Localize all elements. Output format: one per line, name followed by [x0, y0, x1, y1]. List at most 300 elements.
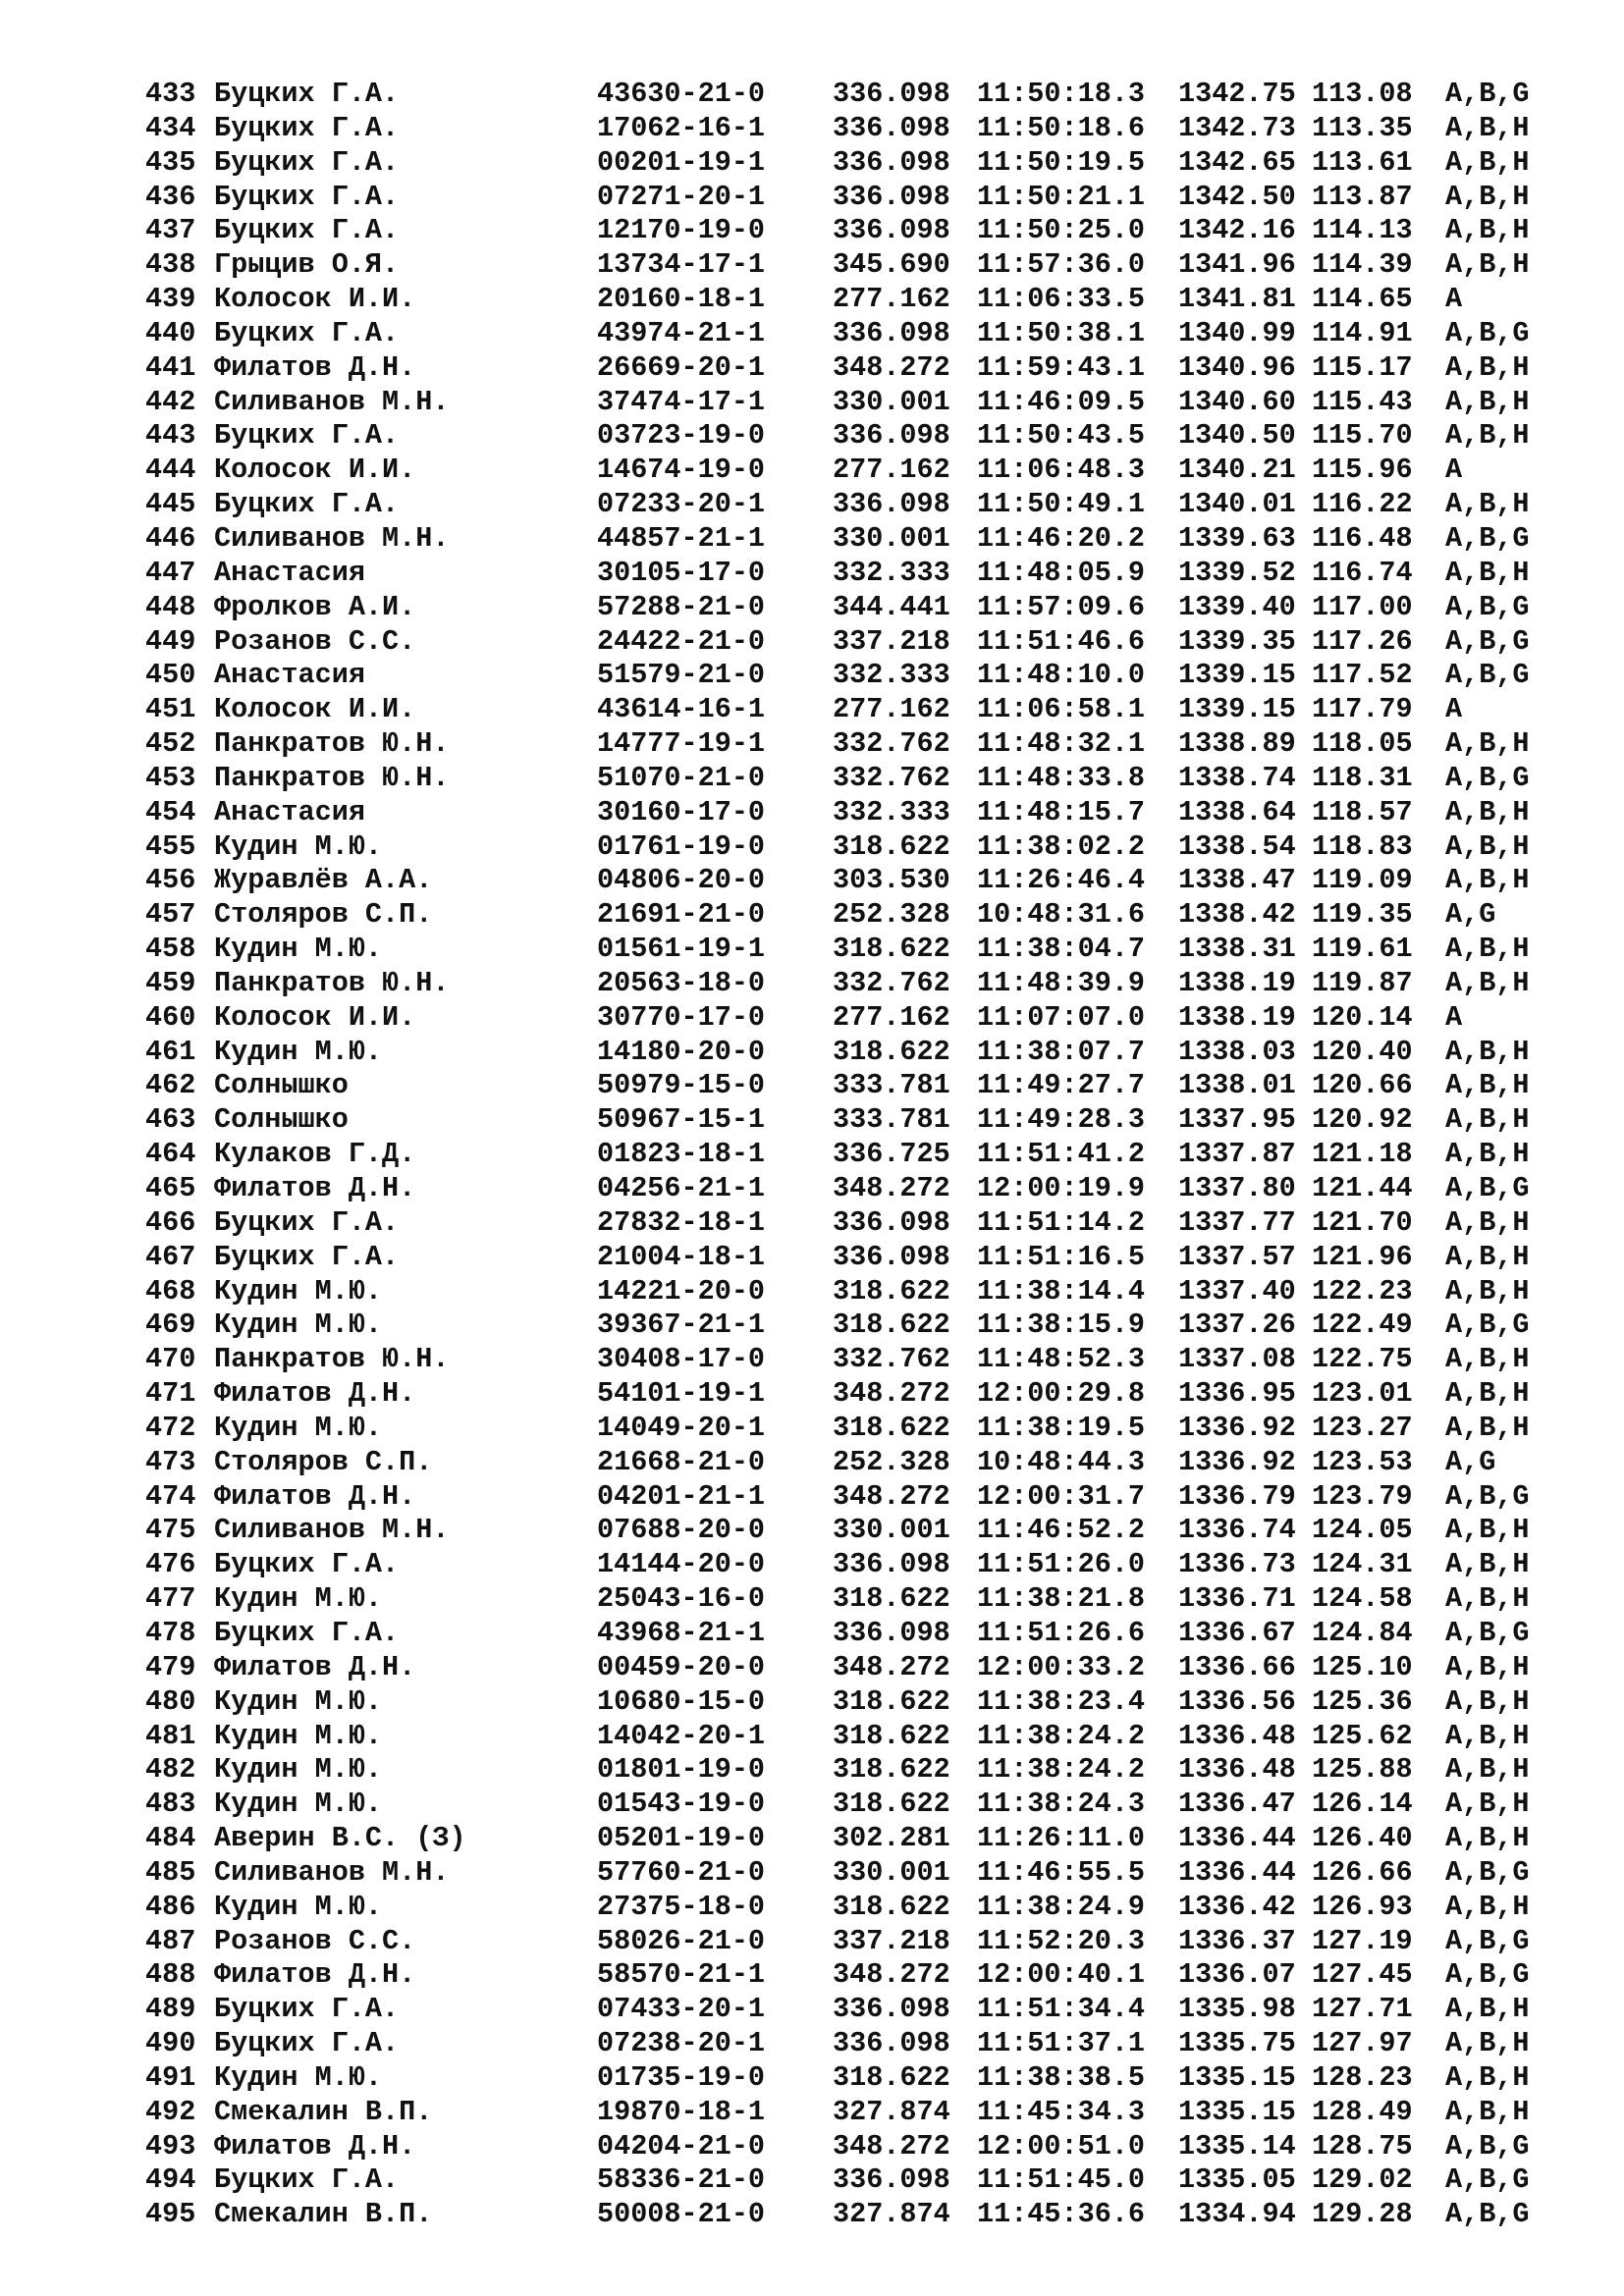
object-id: 57288-21-0 [597, 590, 766, 623]
observer-name: Буцких Г.А. [214, 180, 400, 213]
value: 348.272 [833, 350, 950, 384]
observer-name: Кудин М.Ю. [214, 1684, 383, 1718]
time: 11:48:10.0 [977, 659, 1146, 692]
object-id: 43630-21-0 [597, 78, 766, 110]
object-id: 12170-19-0 [597, 214, 766, 247]
altitude: 1336.92 [1178, 1445, 1296, 1478]
table-row [145, 181, 1559, 215]
object-id: 50979-15-0 [597, 1069, 766, 1102]
row-number: 452 [145, 727, 196, 761]
object-id: 27832-18-1 [597, 1205, 766, 1239]
row-number: 476 [145, 1548, 196, 1581]
observer-name: Столяров С.П. [214, 898, 433, 932]
azimuth: 120.92 [1312, 1103, 1413, 1137]
table-row [145, 1308, 1559, 1343]
value: 336.098 [833, 214, 950, 247]
table-row [145, 1514, 1559, 1548]
time: 11:45:34.3 [977, 2095, 1146, 2128]
object-id: 01561-19-1 [597, 933, 766, 966]
azimuth: 127.19 [1312, 1924, 1413, 1957]
azimuth: 116.22 [1312, 488, 1413, 521]
value: 327.874 [833, 2198, 950, 2231]
time: 11:38:38.5 [977, 2060, 1146, 2094]
azimuth: 115.70 [1312, 419, 1413, 453]
observer-name: Анастасия [214, 556, 365, 589]
altitude: 1335.05 [1178, 2163, 1296, 2197]
value: 302.281 [833, 1822, 950, 1855]
row-number: 453 [145, 761, 196, 794]
altitude: 1338.19 [1178, 1000, 1296, 1034]
altitude: 1337.26 [1178, 1308, 1296, 1342]
value: 336.098 [833, 316, 950, 349]
object-id: 01543-19-0 [597, 1788, 766, 1821]
class-flags: A,B,H [1445, 1411, 1530, 1444]
azimuth: 117.26 [1312, 624, 1413, 658]
table-row [145, 1822, 1559, 1856]
time: 11:57:36.0 [977, 248, 1146, 282]
time: 11:38:23.4 [977, 1684, 1146, 1718]
table-row [145, 1925, 1559, 1959]
class-flags: A,G [1445, 898, 1496, 932]
value: 333.781 [833, 1069, 950, 1102]
value: 344.441 [833, 590, 950, 623]
class-flags: A,B,G [1445, 1172, 1530, 1204]
azimuth: 114.91 [1312, 316, 1413, 349]
altitude: 1340.21 [1178, 454, 1296, 487]
class-flags: A,B,H [1445, 556, 1530, 589]
object-id: 10680-15-0 [597, 1684, 766, 1718]
value: 332.333 [833, 659, 950, 692]
time: 11:38:19.5 [977, 1411, 1146, 1444]
value: 332.762 [833, 761, 950, 794]
table-row [145, 78, 1559, 112]
observer-name: Буцких Г.А. [214, 145, 400, 179]
object-id: 14049-20-1 [597, 1411, 766, 1444]
time: 11:45:36.6 [977, 2198, 1146, 2231]
observer-name: Кудин М.Ю. [214, 1582, 383, 1616]
table-row [145, 1103, 1559, 1138]
row-number: 472 [145, 1411, 196, 1444]
value: 336.725 [833, 1138, 950, 1171]
observer-name: Кудин М.Ю. [214, 2060, 383, 2094]
azimuth: 129.02 [1312, 2163, 1413, 2197]
time: 11:48:32.1 [977, 727, 1146, 761]
observer-name: Силиванов М.Н. [214, 1855, 450, 1889]
row-number: 434 [145, 111, 196, 144]
azimuth: 113.08 [1312, 78, 1413, 110]
row-number: 471 [145, 1377, 196, 1411]
time: 11:50:21.1 [977, 180, 1146, 213]
object-id: 07433-20-1 [597, 1993, 766, 2026]
value: 337.218 [833, 1924, 950, 1957]
class-flags: A,B,H [1445, 419, 1530, 453]
object-id: 43614-16-1 [597, 693, 766, 726]
class-flags: A,G [1445, 1445, 1496, 1478]
class-flags: A,B,H [1445, 350, 1530, 384]
row-number: 444 [145, 454, 196, 487]
object-id: 05201-19-0 [597, 1822, 766, 1855]
azimuth: 125.10 [1312, 1650, 1413, 1683]
observer-name: Солнышко [214, 1103, 349, 1137]
table-row [145, 1069, 1559, 1103]
altitude: 1338.89 [1178, 727, 1296, 761]
class-flags: A,B,H [1445, 1548, 1530, 1581]
value: 277.162 [833, 454, 950, 487]
row-number: 479 [145, 1650, 196, 1683]
table-row [145, 898, 1559, 933]
altitude: 1342.73 [1178, 111, 1296, 144]
class-flags: A,B,G [1445, 624, 1530, 658]
value: 336.098 [833, 1993, 950, 2026]
altitude: 1339.15 [1178, 693, 1296, 726]
table-row [145, 1788, 1559, 1822]
observer-name: Колосок И.И. [214, 454, 416, 487]
table-row [145, 2198, 1559, 2232]
altitude: 1340.60 [1178, 385, 1296, 418]
row-number: 490 [145, 2027, 196, 2060]
class-flags: A,B,H [1445, 1377, 1530, 1411]
azimuth: 123.53 [1312, 1445, 1413, 1478]
table-row [145, 762, 1559, 796]
object-id: 51070-21-0 [597, 761, 766, 794]
class-flags: A,B,G [1445, 1616, 1530, 1649]
value: 277.162 [833, 693, 950, 726]
table-row [145, 1651, 1559, 1685]
row-number: 445 [145, 488, 196, 521]
row-number: 482 [145, 1753, 196, 1787]
time: 12:00:33.2 [977, 1650, 1146, 1683]
azimuth: 127.71 [1312, 1993, 1413, 2026]
row-number: 443 [145, 419, 196, 453]
observer-name: Фролков А.И. [214, 590, 416, 623]
observer-name: Кудин М.Ю. [214, 829, 383, 863]
row-number: 454 [145, 795, 196, 828]
observer-name: Солнышко [214, 1069, 349, 1102]
class-flags: A,B,H [1445, 1788, 1530, 1821]
altitude: 1336.92 [1178, 1411, 1296, 1444]
time: 11:46:09.5 [977, 385, 1146, 418]
observer-name: Розанов С.С. [214, 1924, 416, 1957]
altitude: 1336.47 [1178, 1788, 1296, 1821]
row-number: 487 [145, 1924, 196, 1957]
object-id: 43974-21-1 [597, 316, 766, 349]
observer-name: Анастасия [214, 659, 365, 692]
altitude: 1338.47 [1178, 864, 1296, 897]
azimuth: 120.66 [1312, 1069, 1413, 1102]
value: 277.162 [833, 1000, 950, 1034]
time: 11:46:20.2 [977, 521, 1146, 555]
row-number: 446 [145, 521, 196, 555]
class-flags: A,B,G [1445, 2163, 1530, 2197]
time: 12:00:51.0 [977, 2129, 1146, 2163]
row-number: 448 [145, 590, 196, 623]
object-id: 04201-21-1 [597, 1479, 766, 1513]
object-id: 03723-19-0 [597, 419, 766, 453]
value: 318.622 [833, 1308, 950, 1342]
altitude: 1338.54 [1178, 829, 1296, 863]
class-flags: A,B,G [1445, 1479, 1530, 1513]
class-flags: A,B,H [1445, 214, 1530, 247]
object-id: 30770-17-0 [597, 1000, 766, 1034]
azimuth: 115.43 [1312, 385, 1413, 418]
time: 11:50:19.5 [977, 145, 1146, 179]
value: 318.622 [833, 829, 950, 863]
time: 11:51:46.6 [977, 624, 1146, 658]
azimuth: 124.31 [1312, 1548, 1413, 1581]
table-row [145, 557, 1559, 591]
class-flags: A,B,H [1445, 1514, 1530, 1547]
value: 318.622 [833, 933, 950, 966]
altitude: 1341.81 [1178, 283, 1296, 316]
azimuth: 126.40 [1312, 1822, 1413, 1855]
observer-name: Кулаков Г.Д. [214, 1138, 416, 1171]
value: 336.098 [833, 2163, 950, 2197]
azimuth: 119.35 [1312, 898, 1413, 932]
object-id: 07238-20-1 [597, 2027, 766, 2060]
altitude: 1338.03 [1178, 1035, 1296, 1068]
observer-name: Буцких Г.А. [214, 488, 400, 521]
time: 11:51:45.0 [977, 2163, 1146, 2197]
object-id: 04256-21-1 [597, 1172, 766, 1204]
object-id: 26669-20-1 [597, 350, 766, 384]
table-row [145, 933, 1559, 967]
time: 11:50:18.3 [977, 78, 1146, 110]
time: 11:38:24.3 [977, 1788, 1146, 1821]
table-row [145, 248, 1559, 283]
observer-name: Филатов Д.Н. [214, 1958, 416, 1992]
object-id: 14221-20-0 [597, 1274, 766, 1308]
class-flags: A [1445, 693, 1463, 726]
altitude: 1337.87 [1178, 1138, 1296, 1171]
time: 11:38:24.9 [977, 1890, 1146, 1923]
observer-name: Филатов Д.Н. [214, 1479, 416, 1513]
table-row [145, 1480, 1559, 1515]
altitude: 1341.96 [1178, 248, 1296, 282]
table-row [145, 1241, 1559, 1275]
class-flags: A,B,H [1445, 145, 1530, 179]
row-number: 478 [145, 1616, 196, 1649]
object-id: 44857-21-1 [597, 521, 766, 555]
time: 11:38:24.2 [977, 1753, 1146, 1787]
table-row [145, 1891, 1559, 1925]
class-flags: A,B,H [1445, 248, 1530, 282]
time: 10:48:44.3 [977, 1445, 1146, 1478]
time: 11:51:26.0 [977, 1548, 1146, 1581]
row-number: 437 [145, 214, 196, 247]
observer-name: Буцких Г.А. [214, 2027, 400, 2060]
table-row [145, 1958, 1559, 1993]
time: 11:48:15.7 [977, 795, 1146, 828]
altitude: 1339.52 [1178, 556, 1296, 589]
time: 10:48:31.6 [977, 898, 1146, 932]
azimuth: 121.70 [1312, 1205, 1413, 1239]
table-row [145, 1343, 1559, 1377]
table-row [145, 727, 1559, 762]
row-number: 435 [145, 145, 196, 179]
azimuth: 117.52 [1312, 659, 1413, 692]
azimuth: 118.31 [1312, 761, 1413, 794]
observer-name: Панкратов Ю.Н. [214, 1343, 450, 1376]
object-id: 01735-19-0 [597, 2060, 766, 2094]
class-flags: A,B,G [1445, 1855, 1530, 1889]
row-number: 477 [145, 1582, 196, 1616]
object-id: 14042-20-1 [597, 1719, 766, 1752]
value: 348.272 [833, 1650, 950, 1683]
row-number: 494 [145, 2163, 196, 2197]
class-flags: A,B,G [1445, 590, 1530, 623]
row-number: 493 [145, 2129, 196, 2163]
time: 11:51:41.2 [977, 1138, 1146, 1171]
table-row [145, 1856, 1559, 1891]
value: 330.001 [833, 1855, 950, 1889]
table-row [145, 454, 1559, 488]
azimuth: 126.14 [1312, 1788, 1413, 1821]
class-flags: A,B,H [1445, 1138, 1530, 1171]
observer-name: Панкратов Ю.Н. [214, 727, 450, 761]
value: 330.001 [833, 521, 950, 555]
altitude: 1337.77 [1178, 1205, 1296, 1239]
time: 12:00:31.7 [977, 1479, 1146, 1513]
azimuth: 115.17 [1312, 350, 1413, 384]
azimuth: 121.18 [1312, 1138, 1413, 1171]
object-id: 58570-21-1 [597, 1958, 766, 1992]
observer-name: Буцких Г.А. [214, 2163, 400, 2197]
table-row [145, 419, 1559, 454]
time: 11:38:21.8 [977, 1582, 1146, 1616]
table-row [145, 1412, 1559, 1446]
table-row [145, 1377, 1559, 1412]
altitude: 1339.40 [1178, 590, 1296, 623]
class-flags: A,B,G [1445, 1924, 1530, 1957]
altitude: 1338.19 [1178, 966, 1296, 999]
table-row [145, 522, 1559, 557]
time: 11:26:46.4 [977, 864, 1146, 897]
row-number: 465 [145, 1172, 196, 1204]
object-id: 14674-19-0 [597, 454, 766, 487]
value: 332.762 [833, 727, 950, 761]
altitude: 1336.95 [1178, 1377, 1296, 1411]
observer-name: Кудин М.Ю. [214, 1719, 383, 1752]
row-number: 463 [145, 1103, 196, 1137]
observer-name: Аверин В.С. (З) [214, 1822, 466, 1855]
value: 336.098 [833, 488, 950, 521]
table-row [145, 625, 1559, 660]
altitude: 1337.57 [1178, 1240, 1296, 1273]
object-id: 21668-21-0 [597, 1445, 766, 1478]
row-number: 459 [145, 966, 196, 999]
azimuth: 124.84 [1312, 1616, 1413, 1649]
azimuth: 127.45 [1312, 1958, 1413, 1992]
object-id: 43968-21-1 [597, 1616, 766, 1649]
value: 252.328 [833, 1445, 950, 1478]
time: 11:48:33.8 [977, 761, 1146, 794]
table-row [145, 2061, 1559, 2096]
azimuth: 119.61 [1312, 933, 1413, 966]
altitude: 1339.35 [1178, 624, 1296, 658]
observer-name: Смекалин В.П. [214, 2198, 433, 2231]
row-number: 456 [145, 864, 196, 897]
class-flags: A,B,H [1445, 1343, 1530, 1376]
time: 11:59:43.1 [977, 350, 1146, 384]
observer-name: Силиванов М.Н. [214, 1514, 450, 1547]
table-row [145, 214, 1559, 248]
altitude: 1342.75 [1178, 78, 1296, 110]
time: 12:00:19.9 [977, 1172, 1146, 1204]
time: 11:06:58.1 [977, 693, 1146, 726]
altitude: 1336.44 [1178, 1855, 1296, 1889]
value: 318.622 [833, 1719, 950, 1752]
object-id: 27375-18-0 [597, 1890, 766, 1923]
value: 332.762 [833, 966, 950, 999]
altitude: 1342.65 [1178, 145, 1296, 179]
azimuth: 129.28 [1312, 2198, 1413, 2231]
row-number: 464 [145, 1138, 196, 1171]
azimuth: 120.40 [1312, 1035, 1413, 1068]
time: 11:51:34.4 [977, 1993, 1146, 2026]
value: 330.001 [833, 385, 950, 418]
azimuth: 118.57 [1312, 795, 1413, 828]
azimuth: 113.61 [1312, 145, 1413, 179]
observer-name: Панкратов Ю.Н. [214, 761, 450, 794]
class-flags: A,B,H [1445, 966, 1530, 999]
table-row [145, 1617, 1559, 1651]
class-flags: A,B,H [1445, 1890, 1530, 1923]
row-number: 469 [145, 1308, 196, 1342]
table-row [145, 386, 1559, 420]
azimuth: 117.00 [1312, 590, 1413, 623]
azimuth: 125.88 [1312, 1753, 1413, 1787]
class-flags: A,B,G [1445, 659, 1530, 692]
altitude: 1339.15 [1178, 659, 1296, 692]
azimuth: 127.97 [1312, 2027, 1413, 2060]
azimuth: 123.27 [1312, 1411, 1413, 1444]
value: 318.622 [833, 1684, 950, 1718]
row-number: 455 [145, 829, 196, 863]
observer-name: Кудин М.Ю. [214, 1308, 383, 1342]
time: 11:50:49.1 [977, 488, 1146, 521]
table-row [145, 2130, 1559, 2164]
table-row [145, 1993, 1559, 2027]
azimuth: 114.13 [1312, 214, 1413, 247]
altitude: 1340.96 [1178, 350, 1296, 384]
table-row [145, 2027, 1559, 2061]
table-row [145, 659, 1559, 693]
observer-name: Кудин М.Ю. [214, 1035, 383, 1068]
row-number: 450 [145, 659, 196, 692]
table-row [145, 1206, 1559, 1241]
altitude: 1339.63 [1178, 521, 1296, 555]
class-flags: A,B,H [1445, 1240, 1530, 1273]
class-flags: A,B,H [1445, 2095, 1530, 2128]
table-row [145, 1001, 1559, 1036]
time: 11:38:04.7 [977, 933, 1146, 966]
table-row [145, 967, 1559, 1001]
observer-name: Кудин М.Ю. [214, 933, 383, 966]
object-id: 54101-19-1 [597, 1377, 766, 1411]
table-row [145, 112, 1559, 146]
table-row [145, 1275, 1559, 1309]
object-id: 00459-20-0 [597, 1650, 766, 1683]
table-row [145, 1138, 1559, 1172]
class-flags: A,B,H [1445, 488, 1530, 521]
class-flags: A,B,H [1445, 2060, 1530, 2094]
value: 332.762 [833, 1343, 950, 1376]
object-id: 01761-19-0 [597, 829, 766, 863]
object-id: 19870-18-1 [597, 2095, 766, 2128]
time: 11:50:18.6 [977, 111, 1146, 144]
value: 332.333 [833, 795, 950, 828]
row-number: 491 [145, 2060, 196, 2094]
